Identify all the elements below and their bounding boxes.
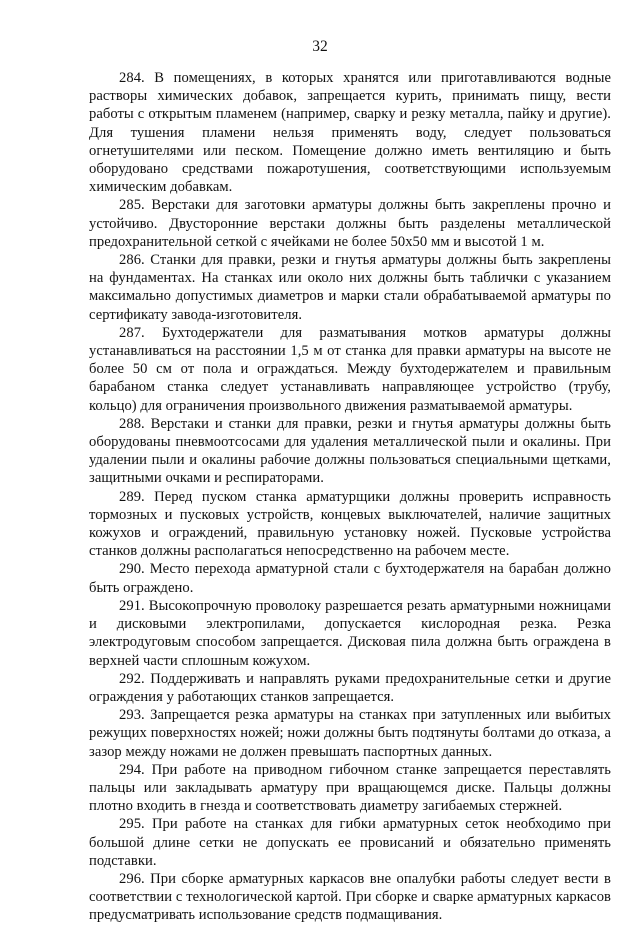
paragraph-291: 291. Высокопрочную проволоку разрешается резать арматурными ножницами и дисковыми электропилами, допускается кислородная резка. Резка электродуговым способом запрещается. Дисковая пила должна быть ограждена в верхней части сплошным кожухом. [89,597,611,669]
paragraph-294: 294. При работе на приводном гибочном станке запрещается переставлять пальцы или закладывать арматуру при вращающемся диске. Пальцы должны плотно входить в гнезда и соответствовать диаметру загибаемых стержней. [89,761,611,815]
paragraph-295: 295. При работе на станках для гибки арматурных сеток необходимо при большой длине сетки не допускать ее провисаний и обязательно применять подставки. [89,816,611,869]
paragraph-289: 289. Перед пуском станка арматурщики должны проверить исправность тормозных и пусковых устройств, концевых выключателей, наличие защитных кожухов и ограждений, правильную установку ножей. Пусковые устройства станков должны располагаться непосредственно на рабочем месте. [89,488,611,560]
paragraph-292: 292. Поддерживать и направлять руками предохранительные сетки и другие ограждения у работающих станков запрещается. [89,670,611,705]
paragraph-290: 290. Место перехода арматурной стали с бухтодержателя на барабан должно быть ограждено. [89,561,611,596]
paragraph-287: 287. Бухтодержатели для разматывания мотков арматуры должны устанавливаться на расстоянии 1,5 м от станка для правки арматуры на высоте не более 50 см от пола и ограждаться. Между бухтодержателем и правильным барабаном станка следует устанавливать направляющее устройство (трубу, кольцо) для ограничения произвольного движения разматываемой арматуры. [89,324,611,414]
paragraph-288: 288. Верстаки и станки для правки, резки и гнутья арматуры должны быть оборудованы пневмоотсосами для удаления металлической пыли и окалины. При удалении пыли и окалины рабочие должны пользоваться специальными щетками, защитными очками и респираторами. [89,415,611,487]
paragraph-285: 285. Верстаки для заготовки арматуры должны быть закреплены прочно и устойчиво. Двусторонние верстаки должны быть разделены металлической предохранительной сеткой с ячейками не более 50x50 мм и высотой 1 м. [89,197,611,250]
paragraph-286: 286. Станки для правки, резки и гнутья арматуры должны быть закреплены на фундаментах. На станках или около них должны быть таблички с указанием максимально допустимых диаметров и марки стали обрабатываемой арматуры по сертификату завода-изготовителя. [89,252,611,323]
paragraph-284: 284. В помещениях, в которых хранятся или приготавливаются водные растворы химических добавок, запрещается курить, принимать пищу, вести работы с открытым пламенем (например, сварку и резку металла, пайку и другие). Для тушения пламени нельзя применять воду, следует пользоваться огнетушителями или песком. Помещение должно иметь вентиляцию и быть оборудовано средствами пожаротушения, соответствующими используемым химическим добавкам. [89,70,611,196]
paragraph-293: 293. Запрещается резка арматуры на станках при затупленных или выбитых режущих поверхностях ножей; ножи должны быть подтянуты болтами до отказа, а зазор между ножами не должен превышать паспортных данных. [89,707,611,760]
page-number: 32 [312,38,328,55]
page-body [89,69,611,925]
paragraph-296: 296. При сборке арматурных каркасов вне опалубки работы следует вести в соответствии с технологической картой. При сборке и сварке арматурных каркасов предусматривать использование средств подмащивания. [89,870,611,924]
